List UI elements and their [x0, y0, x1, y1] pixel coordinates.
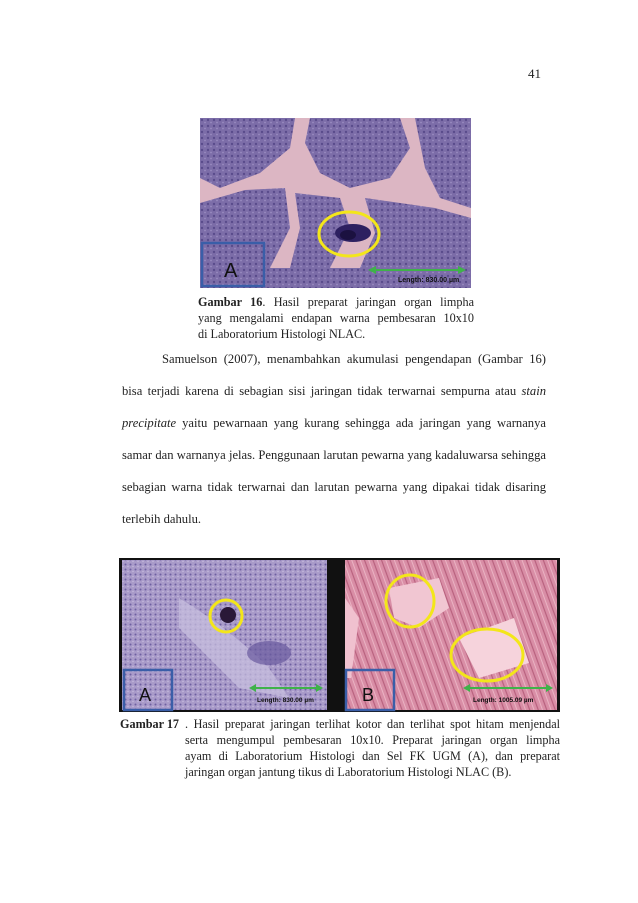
paragraph-line: Samuelson (2007), menambahkan akumulasi pengendapan (Gambar 16) — [162, 352, 546, 366]
paragraph-line — [122, 407, 546, 439]
text-span: yaitu pewarnaan yang kurang sehingga ada jaringan yang warnanya — [176, 416, 546, 430]
paragraph-line: sebagian warna tidak terwarnai dan larutan pewarna yang dipakai tidak disaring — [122, 480, 546, 494]
caption-body — [185, 716, 560, 780]
italic-term: stain — [521, 384, 546, 398]
figure-17-caption — [120, 716, 560, 786]
figure-17-image — [119, 558, 560, 712]
italic-term: precipitate — [122, 416, 177, 430]
body-paragraph — [122, 343, 546, 535]
caption-line: . Hasil preparat jaringan organ limpha — [262, 295, 474, 309]
caption-label: Gambar 16 — [198, 295, 263, 309]
paragraph-line — [122, 375, 546, 407]
caption-label: Gambar 17 — [120, 717, 180, 731]
caption-line: ayam di Laboratorium Histologi dan Sel FK UGM (A), dan preparat — [185, 749, 560, 763]
paragraph-line: samar dan warnanya jelas. Penggunaan larutan pewarna yang kadaluwarsa sehingga — [122, 448, 546, 462]
caption-line: yang mengalami endapan warna pembesaran 10x10 — [198, 311, 474, 325]
caption-line: serta mengumpul pembesaran 10x10. Preparat jaringan organ limpha — [185, 733, 560, 747]
scale-text-b: Length: 1005.09 µm — [473, 697, 534, 704]
caption-line: . Hasil preparat jaringan terlihat kotor dan terlihat spot hitam menjendal — [185, 717, 561, 731]
panel-a-label: A — [139, 685, 152, 705]
text-span: bisa terjadi karena di sebagian sisi jaringan tidak terwarnai sempurna atau — [122, 384, 522, 398]
figure-16-caption — [198, 294, 474, 342]
paragraph-line: terlebih dahulu. — [122, 512, 202, 526]
scale-text-a: Length: 830.00 µm — [257, 697, 314, 704]
page-number: 41 — [528, 66, 541, 81]
panel-a-label: A — [224, 260, 238, 282]
figure-16-image — [200, 118, 471, 288]
scale-text: Length: 830.00 µm — [398, 277, 460, 284]
caption-line: jaringan organ jantung tikus di Laboratorium Histologi NLAC (B). — [185, 765, 512, 779]
panel-b-label: B — [362, 685, 375, 705]
caption-line: di Laboratorium Histologi NLAC. — [198, 327, 366, 341]
